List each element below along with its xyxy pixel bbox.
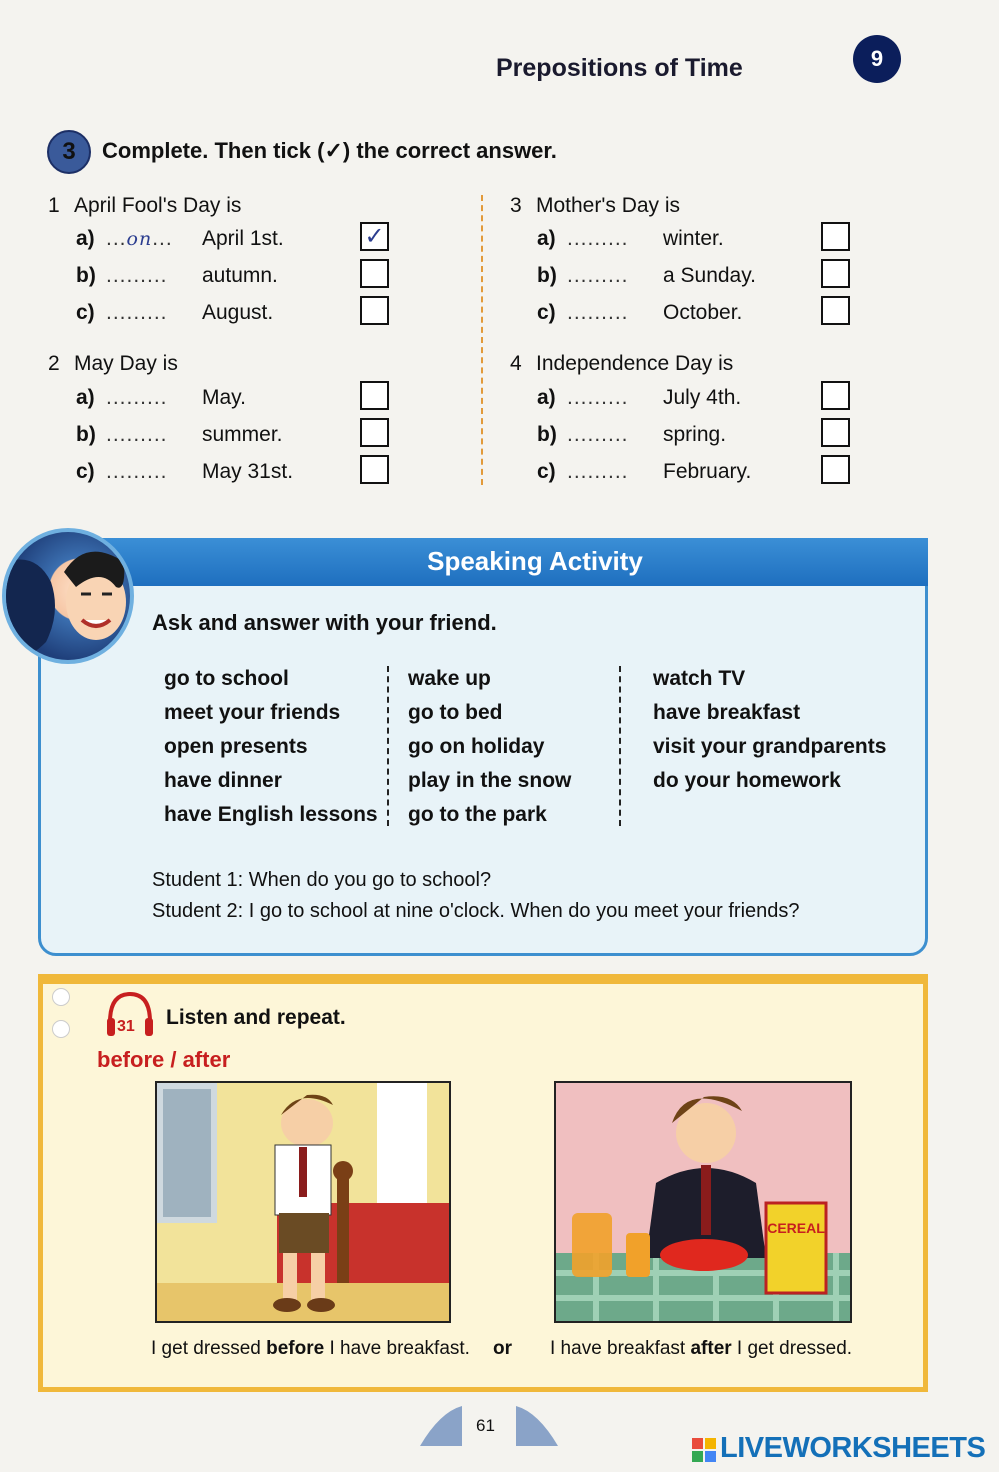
page-number: 61 xyxy=(476,1416,495,1435)
phrase: go to school xyxy=(164,667,289,690)
tickbox-3a[interactable] xyxy=(821,222,850,251)
speaking-title: Speaking Activity xyxy=(427,546,643,576)
example-dialog xyxy=(152,865,800,927)
tickbox-2b[interactable] xyxy=(360,418,389,447)
phrase: have breakfast xyxy=(653,701,801,724)
answer-field-3c[interactable]: ......... xyxy=(567,301,629,324)
getting-dressed-picture xyxy=(155,1081,451,1323)
answer-field-2a[interactable]: ......... xyxy=(106,386,168,409)
answer-field-1c[interactable]: ......... xyxy=(106,301,168,324)
answer-field-3b[interactable]: ......... xyxy=(567,264,629,287)
page-title: Prepositions of Time xyxy=(496,54,743,82)
dialog-line-1: Student 1: When do you go to school? xyxy=(152,869,492,891)
phrase: meet your friends xyxy=(164,701,341,724)
two-faces-icon xyxy=(2,528,134,664)
answer-field-1b[interactable]: ......... xyxy=(106,264,168,287)
binder-ring xyxy=(52,988,70,1006)
answer-field-2c[interactable]: ......... xyxy=(106,460,168,483)
question-1: 1 April Fool's Day is xyxy=(48,194,242,217)
option-2b: b) ......... summer. xyxy=(76,423,283,446)
option-3c: c) ......... October. xyxy=(537,301,743,324)
phrase: watch TV xyxy=(653,667,746,690)
having-breakfast-picture xyxy=(554,1081,852,1323)
question-3-options xyxy=(537,224,756,328)
dialog-line-2: Student 2: I go to school at nine o'clock. When do you meet your friends? xyxy=(152,900,800,922)
tickbox-1a[interactable]: ✓ xyxy=(360,222,389,251)
tickbox-3c[interactable] xyxy=(821,296,850,325)
phrase-divider xyxy=(619,666,621,826)
question-4: 4 Independence Day is xyxy=(510,352,734,375)
answer-field-4a[interactable]: ......... xyxy=(567,386,629,409)
caption-before: I get dressed before I have breakfast. xyxy=(151,1338,470,1359)
option-3a: a) ......... winter. xyxy=(537,227,724,250)
exercise-instruction: Complete. Then tick (✓) the correct answer. xyxy=(102,138,557,163)
before-after-label: before / after xyxy=(97,1047,231,1072)
option-1c: c) ......... August. xyxy=(76,301,274,324)
question-2-options xyxy=(76,383,293,487)
answer-field-3a[interactable]: ......... xyxy=(567,227,629,250)
phrase: go on holiday xyxy=(408,735,545,758)
phrase-column-2 xyxy=(408,662,571,832)
option-2a: a) ......... May. xyxy=(76,386,246,409)
tickbox-2c[interactable] xyxy=(360,455,389,484)
brand-name[interactable]: LIVEWORKSHEETS xyxy=(720,1432,986,1464)
track-number: 31 xyxy=(117,1018,135,1035)
option-1a: a) ...on... April 1st. xyxy=(76,227,284,250)
option-1b: b) ......... autumn. xyxy=(76,264,278,287)
phrase: go to bed xyxy=(408,701,503,724)
tickbox-2a[interactable] xyxy=(360,381,389,410)
unit-number-badge: 9 xyxy=(853,35,901,83)
phrase: visit your grandparents xyxy=(653,735,887,758)
tickbox-3b[interactable] xyxy=(821,259,850,288)
speaking-instruction: Ask and answer with your friend. xyxy=(152,610,497,635)
answer-field-4c[interactable]: ......... xyxy=(567,460,629,483)
answer-field-4b[interactable]: ......... xyxy=(567,423,629,446)
phrase-column-1 xyxy=(164,662,378,832)
phrase-column-3 xyxy=(653,662,886,798)
cereal-box-label: CEREAL xyxy=(767,1220,825,1236)
phrase: have dinner xyxy=(164,769,282,792)
phrase-divider xyxy=(387,666,389,826)
option-2c: c) ......... May 31st. xyxy=(76,460,294,483)
phrase: open presents xyxy=(164,735,308,758)
phrase: do your homework xyxy=(653,769,841,792)
question-3: 3 Mother's Day is xyxy=(510,194,681,217)
liveworksheets-logo-icon xyxy=(692,1438,716,1462)
caption-after: I have breakfast after I get dressed. xyxy=(550,1338,853,1359)
phrase: play in the snow xyxy=(408,769,572,792)
tickbox-4a[interactable] xyxy=(821,381,850,410)
option-4a: a) ......... July 4th. xyxy=(537,386,742,409)
tickbox-1b[interactable] xyxy=(360,259,389,288)
listen-instruction: Listen and repeat. xyxy=(166,1006,346,1029)
answer-field-1a[interactable]: ...on... xyxy=(106,227,173,250)
binder-ring xyxy=(52,1020,70,1038)
option-3b: b) ......... a Sunday. xyxy=(537,264,757,287)
tickbox-4c[interactable] xyxy=(821,455,850,484)
question-2: 2 May Day is xyxy=(48,352,178,375)
column-divider xyxy=(481,195,483,485)
tickbox-1c[interactable] xyxy=(360,296,389,325)
exercise-number-badge: 3 xyxy=(47,130,91,174)
phrase: go to the park xyxy=(408,803,547,826)
option-4b: b) ......... spring. xyxy=(537,423,727,446)
option-4c: c) ......... February. xyxy=(537,460,752,483)
or-label: or xyxy=(493,1338,512,1359)
question-4-options xyxy=(537,383,751,487)
phrase: have English lessons xyxy=(164,803,378,826)
tickbox-4b[interactable] xyxy=(821,418,850,447)
answer-field-2b[interactable]: ......... xyxy=(106,423,168,446)
phrase: wake up xyxy=(408,667,491,690)
question-1-options xyxy=(76,224,284,328)
